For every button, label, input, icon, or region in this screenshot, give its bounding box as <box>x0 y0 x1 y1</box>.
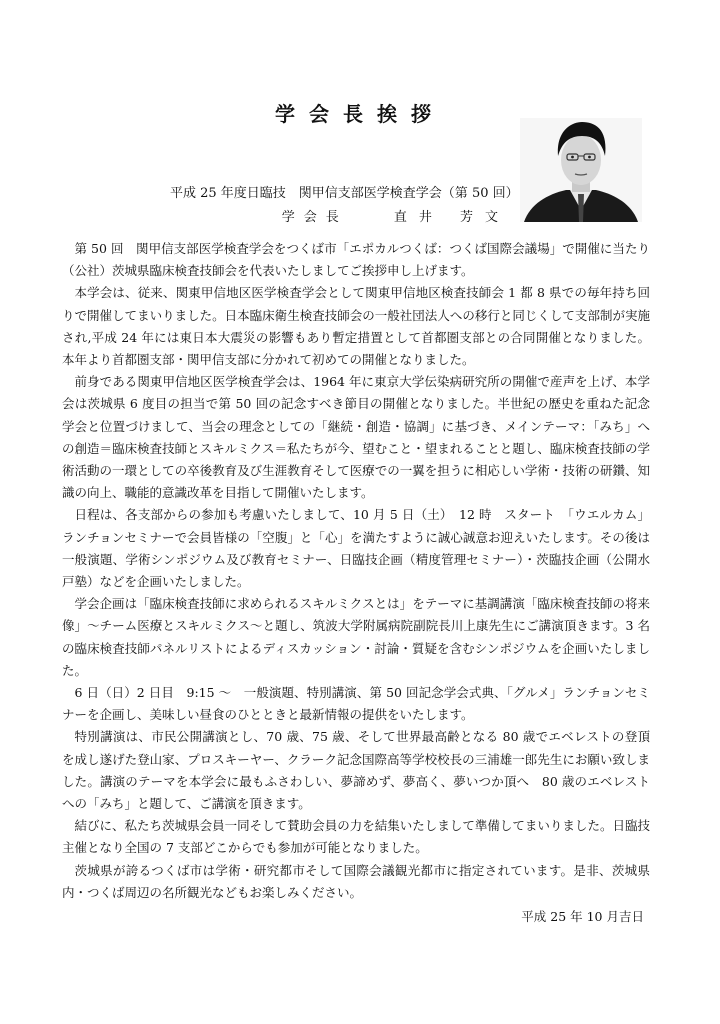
paragraph: 茨城県が誇るつくば市は学術・研究都市そして国際会議観光都市に指定されています。是非、茨城県内・つくば周辺の名所観光などもお楽しみください。 <box>62 862 650 900</box>
event-subtitle: 平成 25 年度日臨技 関甲信支部医学検査学会（第 50 回） <box>170 186 519 201</box>
portrait-image <box>520 118 642 222</box>
document-date: 平成 25 年 10 月吉日 <box>521 909 644 924</box>
paragraph: 本学会は、従来、関東甲信地区医学検査学会として関東甲信地区検査技師会 1 都 8 県での毎年持ち回りで開催してまいりました。日本臨床衛生検査技師会の一般社団法人への移行と同じくして支部制が実施され,平成 24 年には東日本大震災の影響もあり暫定措置として首都圏支部との合同開催となりました。本年より首都圏支部・関甲信支部に分かれて初めての開催となりました。 <box>62 285 650 368</box>
author-portrait-photo <box>520 118 642 222</box>
paragraph: 結びに、私たち茨城県会員一同そして賛助会員の力を結集いたしまして準備してまいりました。日臨技主催となり全国の 7 支部どこからでも参加が可能となりました。 <box>62 818 650 856</box>
paragraph: 学会企画は「臨床検査技師に求められるスキルミクスとは」をテーマに基調講演「臨床検査技師の将来像」～チーム医療とスキルミクス～と題し、筑波大学附属病院副院長川上康先生にご講演頂きます。3 名の臨床検査技師パネルリストによるディスカッション・討論・質疑を含むシンポジウムを企画いたしました。 <box>62 596 650 678</box>
paragraph: 日程は、各支部からの参加も考慮いたしまして、10 月 5 日（土） 12 時 スタート 「ウエルカム」ランチョンセミナーで会員皆様の「空腹」と「心」を満たすように誠心誠意お迎えいたします。その後は一般演題、学術シンポジウム及び教育セミナー、日臨技企画（精度管理セミナー）・茨臨技企画（公開水戸塾）などを企画いたしました。 <box>62 507 650 590</box>
paragraph: 特別講演は、市民公開講演とし、70 歳、75 歳、そして世界最高齢となる 80 歳でエベレストの登頂を成し遂げた登山家、プロスキーヤー、クラーク記念国際高等学校校長の三浦雄一郎先生にお願い致しました。講演のテーマを本学会に最もふさわしい、夢諦めず、夢高く、夢いつか頂へ 80 歳のエベレストへの「みち」と題して、ご講演を頂きます。 <box>62 729 650 812</box>
paragraph: 第 50 回 関甲信支部医学検査学会をつくば市「エポカルつくば：つくば国際会議場」で開催に当たり（公社）茨城県臨床検査技師会を代表いたしましてご挨拶申し上げます。 <box>62 241 650 279</box>
paragraph: 前身である関東甲信地区医学検査学会は、1964 年に東京大学伝染病研究所の開催で産声を上げ、本学会は茨城県 6 度目の担当で第 50 回の記念すべき節目の開催となりました。半世紀の歴史を重ねた記念学会と位置づけまして、当会の理念としての「継続・創造・協調」に基づき、メインテーマ：「みち」への創造＝臨床検査技師とスキルミクス＝私たちが今、望むこと・望まれることと題し、臨床検査技師の学術活動の一環としての卒後教育及び生涯教育そして医療での一翼を担うに相応しい学術・技術の研鑽、知識の向上、職能的意識改革を目指して開催いたします。 <box>62 374 650 501</box>
author-line <box>170 206 510 225</box>
greeting-body <box>62 238 650 904</box>
author-name: 直井 芳文 <box>393 210 510 225</box>
paragraph: 6 日（日）2 日目 9:15 ～ 一般演題、特別講演、第 50 回記念学会式典、「グルメ」ランチョンセミナーを企画し、美味しい昼食のひとときと最新情報の提供をいたします。 <box>62 685 650 723</box>
page-title: 学会長挨拶 <box>275 102 445 126</box>
author-role: 学会長 <box>281 210 348 225</box>
